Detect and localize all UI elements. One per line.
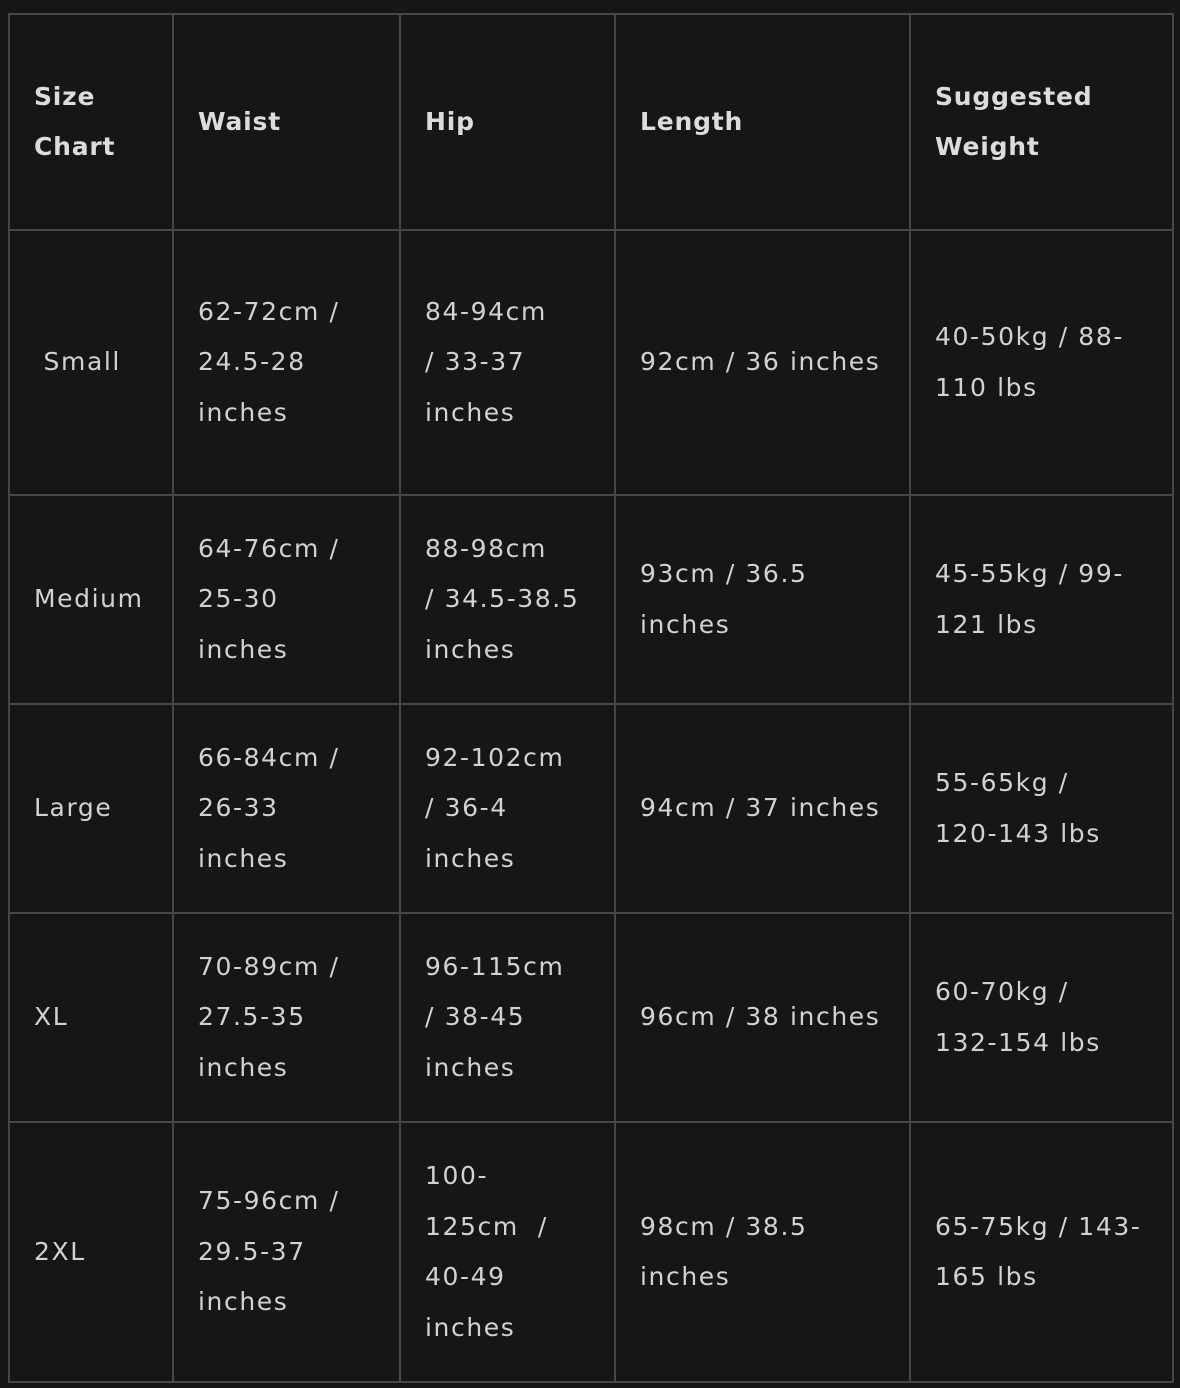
weight-cell xyxy=(910,704,1173,913)
hip-cell xyxy=(400,230,615,495)
hip-cell xyxy=(400,913,615,1122)
header-hip-label: Hip xyxy=(425,106,475,136)
hip-line: / 34.5-38.5 xyxy=(425,584,580,614)
size-label: Large xyxy=(34,793,113,823)
weight-cell xyxy=(910,230,1173,495)
waist-line: inches xyxy=(198,843,289,873)
length-line: 98cm / 38.5 xyxy=(640,1211,808,1241)
size-chart-container xyxy=(8,13,1174,1383)
size-label: XL xyxy=(34,1002,69,1032)
table-row xyxy=(9,913,1173,1122)
hip-line: / 33-37 xyxy=(425,347,526,377)
waist-cell xyxy=(173,495,400,704)
length-cell xyxy=(615,1122,910,1382)
weight-line: 55-65kg / xyxy=(935,768,1069,797)
hip-line: 84-94cm xyxy=(425,296,547,326)
waist-line: 75-96cm / xyxy=(198,1186,340,1216)
header-size-chart xyxy=(9,14,173,230)
waist-cell xyxy=(173,704,400,913)
hip-line: inches xyxy=(425,1052,516,1082)
table-body xyxy=(9,230,1173,1382)
waist-line: 70-89cm / xyxy=(198,951,340,981)
weight-line: 65-75kg / 143- xyxy=(935,1211,1142,1241)
weight-line: 121 lbs xyxy=(935,609,1038,639)
weight-cell xyxy=(910,913,1173,1122)
header-waist xyxy=(173,14,400,230)
hip-cell xyxy=(400,704,615,913)
waist-line: inches xyxy=(198,634,289,664)
header-length xyxy=(615,14,910,230)
length-cell xyxy=(615,495,910,704)
hip-line: / 38-45 xyxy=(425,1002,526,1032)
weight-line: 132-154 lbs xyxy=(935,1027,1101,1057)
weight-cell xyxy=(910,1122,1173,1382)
size-cell xyxy=(9,704,173,913)
length-line: 96cm / 38 inches xyxy=(640,1002,881,1032)
weight-line: 120-143 lbs xyxy=(935,818,1101,848)
hip-line: 100- xyxy=(425,1161,489,1190)
waist-line: inches xyxy=(198,1052,289,1082)
table-header-row xyxy=(9,14,1173,230)
hip-cell xyxy=(400,1122,615,1382)
hip-line: / 36-4 xyxy=(425,793,508,823)
table-row xyxy=(9,230,1173,495)
hip-line: inches xyxy=(425,634,516,664)
hip-line: inches xyxy=(425,397,516,427)
waist-cell xyxy=(173,1122,400,1382)
size-cell xyxy=(9,1122,173,1382)
length-line: 94cm / 37 inches xyxy=(640,793,881,823)
waist-line: 24.5-28 xyxy=(198,347,306,377)
waist-line: 66-84cm / xyxy=(198,742,340,772)
header-suggested-weight xyxy=(910,14,1173,230)
waist-line: 27.5-35 xyxy=(198,1002,306,1032)
hip-line: inches xyxy=(425,843,516,873)
size-cell xyxy=(9,230,173,495)
weight-line: 110 lbs xyxy=(935,372,1038,402)
weight-line: 45-55kg / 99- xyxy=(935,559,1124,588)
waist-line: 29.5-37 xyxy=(198,1236,306,1266)
hip-line: 125cm / xyxy=(425,1211,548,1241)
waist-line: 62-72cm / xyxy=(198,296,340,326)
header-length-label: Length xyxy=(640,106,744,136)
hip-line: 88-98cm xyxy=(425,533,547,563)
length-cell xyxy=(615,704,910,913)
header-waist-label: Waist xyxy=(198,106,281,136)
size-label: Small xyxy=(34,347,121,377)
waist-line: 64-76cm / xyxy=(198,533,340,563)
hip-line: inches xyxy=(425,1312,516,1342)
table-row xyxy=(9,495,1173,704)
waist-line: 26-33 xyxy=(198,793,279,823)
header-suggested-weight-line: Weight xyxy=(935,132,1040,161)
length-line: inches xyxy=(640,609,731,639)
header-size-chart-line: Size xyxy=(34,81,96,111)
table-row xyxy=(9,704,1173,913)
size-cell xyxy=(9,913,173,1122)
length-line: 93cm / 36.5 xyxy=(640,559,808,588)
size-chart-table xyxy=(8,13,1174,1383)
weight-line: 165 lbs xyxy=(935,1262,1038,1291)
hip-line: 96-115cm xyxy=(425,951,565,981)
size-label: 2XL xyxy=(34,1236,86,1266)
size-label: Medium xyxy=(34,584,144,614)
hip-cell xyxy=(400,495,615,704)
weight-line: 40-50kg / 88- xyxy=(935,322,1124,351)
hip-line: 92-102cm xyxy=(425,742,565,772)
length-cell xyxy=(615,913,910,1122)
length-cell xyxy=(615,230,910,495)
header-suggested-weight-line: Suggested xyxy=(935,81,1093,111)
size-cell xyxy=(9,495,173,704)
waist-cell xyxy=(173,230,400,495)
length-line: inches xyxy=(640,1262,731,1291)
header-hip xyxy=(400,14,615,230)
waist-cell xyxy=(173,913,400,1122)
header-size-chart-line: Chart xyxy=(34,132,116,161)
waist-line: 25-30 xyxy=(198,584,279,614)
waist-line: inches xyxy=(198,1287,289,1317)
waist-line: inches xyxy=(198,397,289,427)
table-row xyxy=(9,1122,1173,1382)
hip-line: 40-49 xyxy=(425,1262,506,1291)
weight-cell xyxy=(910,495,1173,704)
weight-line: 60-70kg / xyxy=(935,977,1069,1006)
length-line: 92cm / 36 inches xyxy=(640,347,881,377)
